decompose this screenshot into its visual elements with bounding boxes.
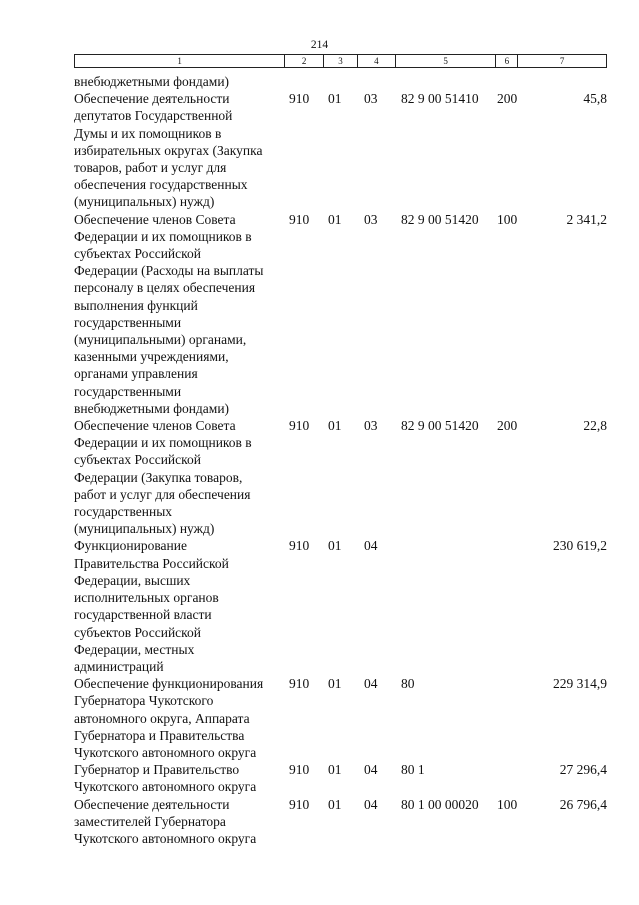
row-name-line: Обеспечение деятельности: [74, 796, 230, 812]
row-name-line: внебюджетными фондами): [74, 400, 230, 416]
row-name-line: Губернатор и Правительство: [74, 762, 240, 778]
row-name-line: Обеспечение деятельности: [74, 91, 230, 107]
header-col-6: 6: [496, 55, 518, 67]
table-row: [74, 761, 607, 795]
row-name-line: Федерации и их помощников в: [74, 435, 252, 451]
row-name: [74, 537, 285, 675]
row-vr: 200: [497, 91, 518, 107]
row-gr: 910: [289, 676, 310, 692]
header-col-7: 7: [559, 56, 565, 66]
row-pr: [358, 73, 396, 90]
row-name-line: депутатов Государственной: [74, 108, 233, 124]
row-sum: 230 619,2: [553, 538, 607, 554]
header-col-4: 4: [358, 55, 396, 67]
row-gr: 910: [289, 762, 310, 778]
row-name-line: Функционирование: [74, 538, 187, 554]
row-name-line: Обеспечение функционирования: [74, 676, 264, 692]
row-name-line: государственных: [74, 504, 173, 520]
row-name-line: обеспечения государственных: [74, 177, 248, 193]
page-number: 214: [310, 39, 329, 51]
row-name-line: Губернатора и Правительства: [74, 727, 245, 743]
row-cs: 82 9 00 51420: [401, 211, 479, 227]
row-pr: 03: [364, 91, 378, 107]
header-col-5: 5: [396, 55, 497, 67]
row-vr: [497, 761, 527, 795]
row-name: [74, 796, 285, 848]
row-gr: 910: [289, 91, 310, 107]
row-cs: 80 1 00 00020: [401, 796, 479, 812]
row-vr: [497, 537, 527, 675]
row-name-line: администраций: [74, 658, 164, 674]
row-gr: [285, 73, 324, 90]
row-name-line: работ и услуг для обеспечения: [74, 486, 251, 502]
row-name-line: Правительства Российской: [74, 555, 229, 571]
row-name-line: заместителей Губернатора: [74, 813, 226, 829]
row-pr: 04: [364, 538, 378, 554]
row-pr: 04: [364, 796, 378, 812]
row-name-line: Федерации (Закупка товаров,: [74, 469, 243, 485]
header-col-2: 2: [285, 55, 324, 67]
table-row: [74, 90, 607, 210]
table-header: [74, 54, 607, 68]
row-cs: 82 9 00 51410: [401, 91, 479, 107]
row-name-line: исполнительных органов: [74, 590, 219, 606]
row-name-line: Думы и их помощников в: [74, 125, 222, 141]
row-name-line: Чукотского автономного округа: [74, 830, 257, 846]
row-name-line: Обеспечение членов Совета: [74, 211, 236, 227]
row-name-line: выполнения функций: [74, 297, 198, 313]
row-sum: [527, 73, 607, 90]
row-cs: [396, 73, 497, 90]
row-cs: 80 1: [401, 762, 425, 778]
row-rz: 01: [328, 418, 342, 434]
row-name-line: Чукотского автономного округа: [74, 779, 257, 795]
table-row: [74, 537, 607, 675]
row-name-line: автономного округа, Аппарата: [74, 710, 250, 726]
row-sum: 229 314,9: [553, 676, 607, 692]
table-body: [74, 73, 607, 847]
row-vr: 100: [497, 796, 518, 812]
row-name-line: (муниципальными) органами,: [74, 332, 247, 348]
row-name-line: государственными: [74, 383, 182, 399]
row-name: [74, 90, 285, 210]
row-gr: 910: [289, 418, 310, 434]
row-rz: 01: [328, 676, 342, 692]
row-name-line: персоналу в целях обеспечения: [74, 280, 256, 296]
row-sum: 2 341,2: [566, 211, 607, 227]
row-name-line: внебюджетными фондами): [74, 74, 230, 89]
row-cs: [396, 537, 497, 675]
row-name-line: Федерации, высших: [74, 572, 191, 588]
row-cs: 82 9 00 51420: [401, 418, 479, 434]
row-name-line: Чукотского автономного округа: [74, 744, 257, 760]
row-rz: 01: [328, 538, 342, 554]
row-gr: 910: [289, 211, 310, 227]
row-name: [74, 73, 285, 90]
row-pr: 03: [364, 418, 378, 434]
row-name: [74, 211, 285, 417]
header-col-1: 1: [75, 55, 285, 67]
row-name-line: избирательных округах (Закупка: [74, 142, 263, 158]
row-name: [74, 675, 285, 761]
table-row: [74, 73, 607, 90]
row-pr: 04: [364, 762, 378, 778]
row-sum: 26 796,4: [559, 796, 607, 812]
row-sum: 45,8: [583, 91, 607, 107]
row-name-line: казенными учреждениями,: [74, 349, 229, 365]
row-name-line: Обеспечение членов Совета: [74, 418, 236, 434]
row-rz: 01: [328, 796, 342, 812]
table-row: [74, 417, 607, 537]
row-pr: 03: [364, 211, 378, 227]
row-cs: 80: [401, 676, 415, 692]
table-row: [74, 211, 607, 417]
row-name-line: товаров, работ и услуг для: [74, 160, 227, 176]
row-name: [74, 417, 285, 537]
row-name-line: Федерации, местных: [74, 641, 195, 657]
row-gr: 910: [289, 538, 310, 554]
row-vr: [497, 675, 527, 761]
row-name-line: органами управления: [74, 366, 198, 382]
row-name-line: государственной власти: [74, 607, 212, 623]
row-rz: 01: [328, 762, 342, 778]
row-name-line: государственными: [74, 314, 182, 330]
row-sum: 22,8: [583, 418, 607, 434]
row-sum: 27 296,4: [559, 762, 607, 778]
row-name: [74, 761, 285, 795]
row-name-line: Федерации и их помощников в: [74, 228, 252, 244]
row-vr: [497, 73, 527, 90]
row-name-line: (муниципальных) нужд): [74, 194, 215, 210]
header-col-3: 3: [324, 55, 358, 67]
row-name-line: Федерации (Расходы на выплаты: [74, 263, 264, 279]
row-vr: 200: [497, 418, 518, 434]
row-gr: 910: [289, 796, 310, 812]
row-pr: 04: [364, 676, 378, 692]
row-name-line: Губернатора Чукотского: [74, 693, 214, 709]
table-row: [74, 675, 607, 761]
row-name-line: субъектах Российской: [74, 246, 201, 262]
row-rz: [324, 73, 358, 90]
row-rz: 01: [328, 211, 342, 227]
row-name-line: субъектов Российской: [74, 624, 202, 640]
table-row: [74, 796, 607, 848]
row-name-line: (муниципальных) нужд): [74, 521, 215, 537]
row-name-line: субъектах Российской: [74, 452, 201, 468]
row-vr: 100: [497, 211, 518, 227]
row-rz: 01: [328, 91, 342, 107]
